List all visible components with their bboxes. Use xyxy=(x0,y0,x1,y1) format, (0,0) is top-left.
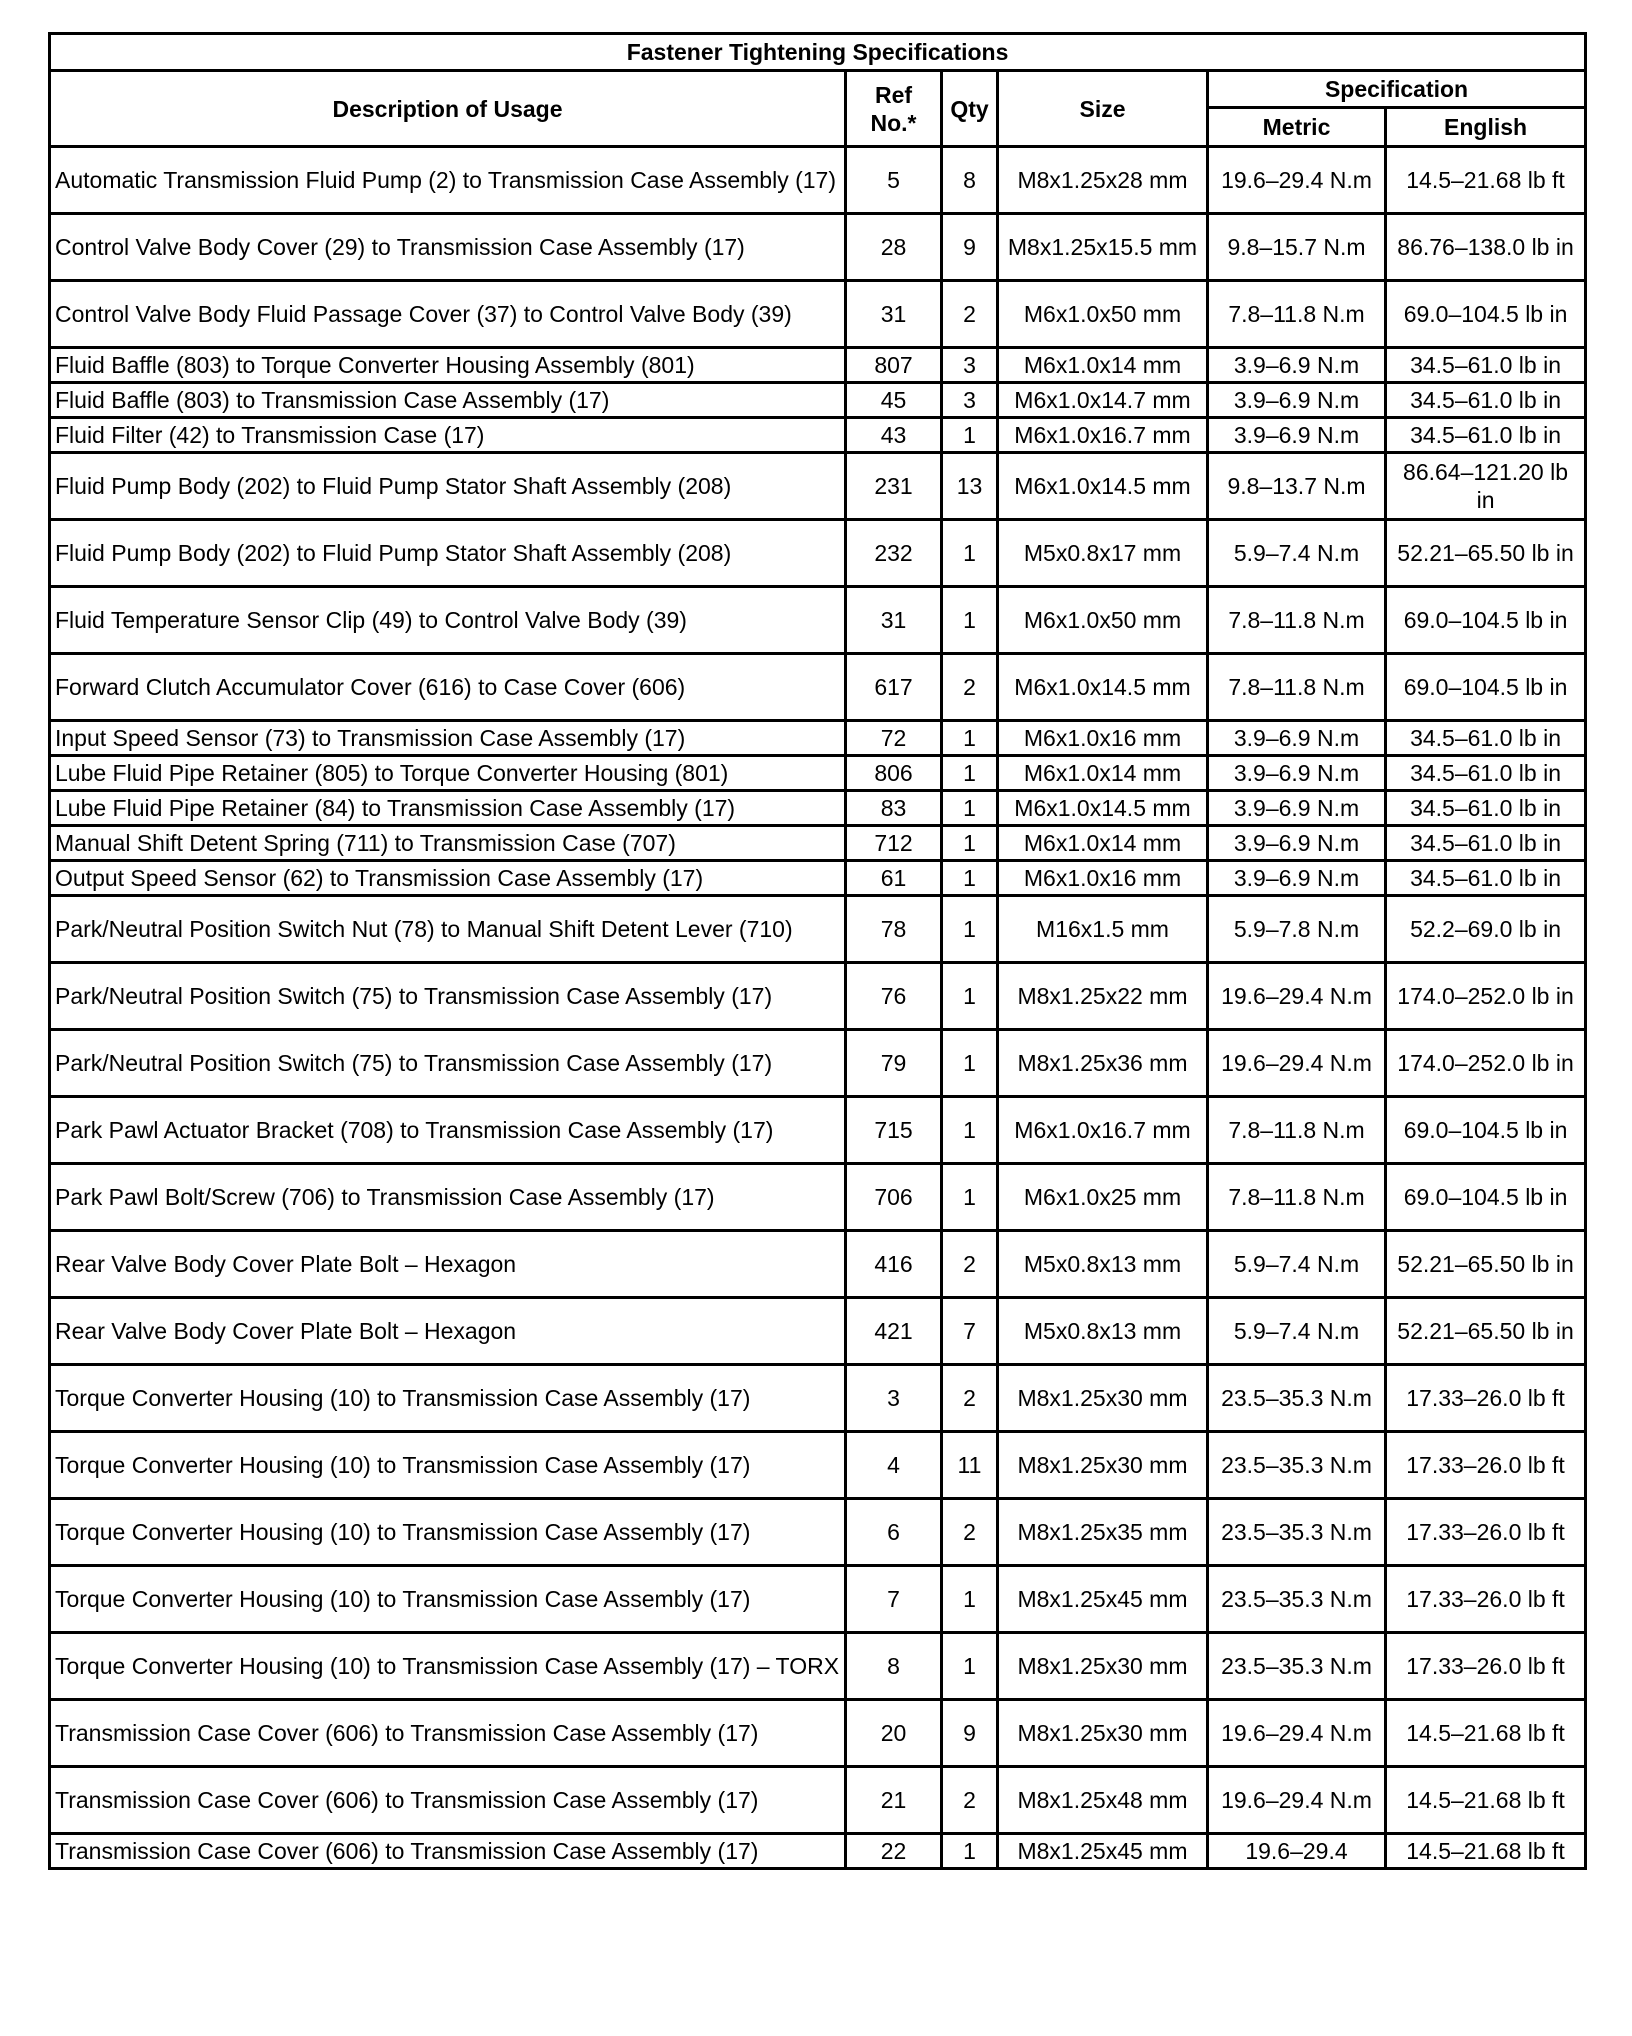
cell-metric: 19.6–29.4 xyxy=(1208,1834,1386,1869)
cell-size: M8x1.25x22 mm xyxy=(998,963,1208,1030)
cell-english: 34.5–61.0 lb in xyxy=(1386,418,1586,453)
cell-description: Transmission Case Cover (606) to Transmission Case Assembly (17) xyxy=(50,1834,846,1869)
cell-qty: 1 xyxy=(942,721,998,756)
cell-metric: 3.9–6.9 N.m xyxy=(1208,383,1386,418)
cell-english: 34.5–61.0 lb in xyxy=(1386,756,1586,791)
table-row xyxy=(50,1566,1586,1633)
cell-qty: 13 xyxy=(942,453,998,520)
cell-description: Lube Fluid Pipe Retainer (84) to Transmission Case Assembly (17) xyxy=(50,791,846,826)
cell-description: Park/Neutral Position Switch Nut (78) to Manual Shift Detent Lever (710) xyxy=(50,896,846,963)
cell-qty: 3 xyxy=(942,383,998,418)
table-row xyxy=(50,214,1586,281)
cell-qty: 8 xyxy=(942,147,998,214)
header-size: Size xyxy=(998,71,1208,147)
cell-metric: 3.9–6.9 N.m xyxy=(1208,826,1386,861)
fastener-spec-table xyxy=(48,32,1587,1870)
cell-size: M16x1.5 mm xyxy=(998,896,1208,963)
cell-english: 34.5–61.0 lb in xyxy=(1386,721,1586,756)
cell-english: 17.33–26.0 lb ft xyxy=(1386,1566,1586,1633)
cell-description: Input Speed Sensor (73) to Transmission Case Assembly (17) xyxy=(50,721,846,756)
cell-size: M6x1.0x16.7 mm xyxy=(998,418,1208,453)
cell-description: Control Valve Body Cover (29) to Transmission Case Assembly (17) xyxy=(50,214,846,281)
cell-size: M6x1.0x14.5 mm xyxy=(998,654,1208,721)
cell-english: 52.21–65.50 lb in xyxy=(1386,520,1586,587)
header-ref-no-line1: Ref xyxy=(874,81,913,108)
cell-ref-no: 806 xyxy=(846,756,942,791)
cell-metric: 9.8–15.7 N.m xyxy=(1208,214,1386,281)
cell-description: Torque Converter Housing (10) to Transmission Case Assembly (17) xyxy=(50,1365,846,1432)
cell-qty: 2 xyxy=(942,1365,998,1432)
table-row xyxy=(50,587,1586,654)
cell-qty: 2 xyxy=(942,1499,998,1566)
cell-english: 34.5–61.0 lb in xyxy=(1386,791,1586,826)
cell-description: Torque Converter Housing (10) to Transmission Case Assembly (17) xyxy=(50,1566,846,1633)
cell-size: M5x0.8x13 mm xyxy=(998,1231,1208,1298)
cell-metric: 9.8–13.7 N.m xyxy=(1208,453,1386,520)
cell-english: 34.5–61.0 lb in xyxy=(1386,861,1586,896)
table-row xyxy=(50,1164,1586,1231)
table-row xyxy=(50,520,1586,587)
cell-size: M8x1.25x30 mm xyxy=(998,1365,1208,1432)
table-row xyxy=(50,453,1586,520)
cell-size: M6x1.0x25 mm xyxy=(998,1164,1208,1231)
cell-ref-no: 8 xyxy=(846,1633,942,1700)
cell-size: M6x1.0x16 mm xyxy=(998,721,1208,756)
cell-ref-no: 4 xyxy=(846,1432,942,1499)
cell-english: 52.2–69.0 lb in xyxy=(1386,896,1586,963)
cell-ref-no: 79 xyxy=(846,1030,942,1097)
cell-qty: 1 xyxy=(942,1566,998,1633)
cell-size: M8x1.25x45 mm xyxy=(998,1834,1208,1869)
header-description: Description of Usage xyxy=(50,71,846,147)
cell-qty: 1 xyxy=(942,1164,998,1231)
table-row xyxy=(50,654,1586,721)
cell-qty: 1 xyxy=(942,587,998,654)
cell-qty: 1 xyxy=(942,1097,998,1164)
cell-description: Transmission Case Cover (606) to Transmission Case Assembly (17) xyxy=(50,1700,846,1767)
cell-metric: 19.6–29.4 N.m xyxy=(1208,1700,1386,1767)
cell-qty: 7 xyxy=(942,1298,998,1365)
cell-qty: 1 xyxy=(942,520,998,587)
cell-ref-no: 807 xyxy=(846,348,942,383)
cell-metric: 19.6–29.4 N.m xyxy=(1208,963,1386,1030)
table-row xyxy=(50,826,1586,861)
cell-qty: 9 xyxy=(942,1700,998,1767)
cell-ref-no: 72 xyxy=(846,721,942,756)
cell-ref-no: 3 xyxy=(846,1365,942,1432)
cell-metric: 7.8–11.8 N.m xyxy=(1208,587,1386,654)
cell-english: 52.21–65.50 lb in xyxy=(1386,1231,1586,1298)
cell-metric: 7.8–11.8 N.m xyxy=(1208,1164,1386,1231)
cell-size: M8x1.25x15.5 mm xyxy=(998,214,1208,281)
cell-ref-no: 45 xyxy=(846,383,942,418)
table-row xyxy=(50,791,1586,826)
cell-qty: 1 xyxy=(942,896,998,963)
cell-description: Fluid Temperature Sensor Clip (49) to Control Valve Body (39) xyxy=(50,587,846,654)
cell-english: 34.5–61.0 lb in xyxy=(1386,383,1586,418)
cell-qty: 11 xyxy=(942,1432,998,1499)
cell-description: Transmission Case Cover (606) to Transmission Case Assembly (17) xyxy=(50,1767,846,1834)
table-row xyxy=(50,348,1586,383)
cell-description: Fluid Baffle (803) to Transmission Case Assembly (17) xyxy=(50,383,846,418)
table-row xyxy=(50,1432,1586,1499)
cell-metric: 3.9–6.9 N.m xyxy=(1208,418,1386,453)
cell-metric: 19.6–29.4 N.m xyxy=(1208,147,1386,214)
cell-description: Park/Neutral Position Switch (75) to Transmission Case Assembly (17) xyxy=(50,1030,846,1097)
table-row xyxy=(50,1030,1586,1097)
cell-metric: 7.8–11.8 N.m xyxy=(1208,1097,1386,1164)
cell-metric: 3.9–6.9 N.m xyxy=(1208,756,1386,791)
cell-metric: 23.5–35.3 N.m xyxy=(1208,1633,1386,1700)
table-title: Fastener Tightening Specifications xyxy=(50,34,1586,71)
table-row xyxy=(50,1499,1586,1566)
table-row xyxy=(50,1834,1586,1869)
cell-english: 17.33–26.0 lb ft xyxy=(1386,1365,1586,1432)
cell-description: Park Pawl Actuator Bracket (708) to Transmission Case Assembly (17) xyxy=(50,1097,846,1164)
cell-size: M6x1.0x14.5 mm xyxy=(998,453,1208,520)
cell-qty: 1 xyxy=(942,756,998,791)
cell-description: Lube Fluid Pipe Retainer (805) to Torque Converter Housing (801) xyxy=(50,756,846,791)
table-row xyxy=(50,756,1586,791)
cell-english: 174.0–252.0 lb in xyxy=(1386,963,1586,1030)
cell-size: M8x1.25x30 mm xyxy=(998,1432,1208,1499)
cell-ref-no: 78 xyxy=(846,896,942,963)
cell-english: 17.33–26.0 lb ft xyxy=(1386,1633,1586,1700)
cell-ref-no: 21 xyxy=(846,1767,942,1834)
cell-description: Torque Converter Housing (10) to Transmission Case Assembly (17) xyxy=(50,1432,846,1499)
cell-description: Fluid Pump Body (202) to Fluid Pump Stator Shaft Assembly (208) xyxy=(50,453,846,520)
cell-size: M6x1.0x16.7 mm xyxy=(998,1097,1208,1164)
cell-metric: 3.9–6.9 N.m xyxy=(1208,861,1386,896)
cell-qty: 2 xyxy=(942,1231,998,1298)
cell-description: Park Pawl Bolt/Screw (706) to Transmission Case Assembly (17) xyxy=(50,1164,846,1231)
cell-size: M8x1.25x28 mm xyxy=(998,147,1208,214)
cell-english: 14.5–21.68 lb ft xyxy=(1386,1700,1586,1767)
cell-metric: 3.9–6.9 N.m xyxy=(1208,348,1386,383)
table-row xyxy=(50,147,1586,214)
table-row xyxy=(50,861,1586,896)
cell-metric: 23.5–35.3 N.m xyxy=(1208,1566,1386,1633)
cell-ref-no: 231 xyxy=(846,453,942,520)
cell-size: M6x1.0x16 mm xyxy=(998,861,1208,896)
cell-english: 52.21–65.50 lb in xyxy=(1386,1298,1586,1365)
cell-description: Torque Converter Housing (10) to Transmission Case Assembly (17) xyxy=(50,1499,846,1566)
cell-size: M5x0.8x17 mm xyxy=(998,520,1208,587)
cell-metric: 5.9–7.4 N.m xyxy=(1208,1231,1386,1298)
cell-qty: 1 xyxy=(942,826,998,861)
cell-ref-no: 706 xyxy=(846,1164,942,1231)
cell-qty: 1 xyxy=(942,861,998,896)
table-row xyxy=(50,1633,1586,1700)
cell-metric: 5.9–7.4 N.m xyxy=(1208,1298,1386,1365)
table-row xyxy=(50,896,1586,963)
cell-english: 17.33–26.0 lb ft xyxy=(1386,1432,1586,1499)
cell-description: Park/Neutral Position Switch (75) to Transmission Case Assembly (17) xyxy=(50,963,846,1030)
cell-description: Fluid Filter (42) to Transmission Case (17) xyxy=(50,418,846,453)
header-specification: Specification xyxy=(1208,71,1586,108)
cell-ref-no: 83 xyxy=(846,791,942,826)
cell-english: 86.76–138.0 lb in xyxy=(1386,214,1586,281)
cell-description: Control Valve Body Fluid Passage Cover (37) to Control Valve Body (39) xyxy=(50,281,846,348)
cell-metric: 19.6–29.4 N.m xyxy=(1208,1767,1386,1834)
cell-english: 86.64–121.20 lb in xyxy=(1386,453,1586,520)
cell-qty: 1 xyxy=(942,418,998,453)
cell-qty: 1 xyxy=(942,1030,998,1097)
table-row xyxy=(50,1365,1586,1432)
cell-size: M6x1.0x14.7 mm xyxy=(998,383,1208,418)
header-ref-no-line2: No.* xyxy=(870,109,917,136)
header-english: English xyxy=(1386,108,1586,147)
cell-english: 69.0–104.5 lb in xyxy=(1386,654,1586,721)
cell-qty: 2 xyxy=(942,281,998,348)
cell-description: Torque Converter Housing (10) to Transmission Case Assembly (17) – TORX xyxy=(50,1633,846,1700)
cell-ref-no: 7 xyxy=(846,1566,942,1633)
cell-qty: 2 xyxy=(942,654,998,721)
cell-metric: 5.9–7.4 N.m xyxy=(1208,520,1386,587)
cell-ref-no: 617 xyxy=(846,654,942,721)
cell-english: 34.5–61.0 lb in xyxy=(1386,348,1586,383)
cell-qty: 2 xyxy=(942,1767,998,1834)
cell-description: Fluid Baffle (803) to Torque Converter Housing Assembly (801) xyxy=(50,348,846,383)
cell-english: 14.5–21.68 lb ft xyxy=(1386,147,1586,214)
cell-description: Automatic Transmission Fluid Pump (2) to Transmission Case Assembly (17) xyxy=(50,147,846,214)
table-body xyxy=(50,147,1586,1869)
cell-size: M8x1.25x45 mm xyxy=(998,1566,1208,1633)
cell-size: M8x1.25x35 mm xyxy=(998,1499,1208,1566)
cell-english: 17.33–26.0 lb ft xyxy=(1386,1499,1586,1566)
cell-metric: 3.9–6.9 N.m xyxy=(1208,791,1386,826)
cell-qty: 1 xyxy=(942,1834,998,1869)
cell-ref-no: 61 xyxy=(846,861,942,896)
cell-description: Rear Valve Body Cover Plate Bolt – Hexagon xyxy=(50,1298,846,1365)
cell-metric: 23.5–35.3 N.m xyxy=(1208,1499,1386,1566)
cell-description: Rear Valve Body Cover Plate Bolt – Hexagon xyxy=(50,1231,846,1298)
cell-ref-no: 76 xyxy=(846,963,942,1030)
cell-size: M6x1.0x14 mm xyxy=(998,826,1208,861)
cell-ref-no: 22 xyxy=(846,1834,942,1869)
table-row xyxy=(50,1097,1586,1164)
cell-size: M6x1.0x50 mm xyxy=(998,587,1208,654)
cell-metric: 23.5–35.3 N.m xyxy=(1208,1432,1386,1499)
cell-description: Forward Clutch Accumulator Cover (616) to Case Cover (606) xyxy=(50,654,846,721)
table-row xyxy=(50,1767,1586,1834)
cell-size: M6x1.0x50 mm xyxy=(998,281,1208,348)
cell-size: M8x1.25x30 mm xyxy=(998,1633,1208,1700)
cell-metric: 7.8–11.8 N.m xyxy=(1208,281,1386,348)
cell-ref-no: 28 xyxy=(846,214,942,281)
cell-english: 69.0–104.5 lb in xyxy=(1386,1097,1586,1164)
cell-metric: 3.9–6.9 N.m xyxy=(1208,721,1386,756)
cell-english: 14.5–21.68 lb ft xyxy=(1386,1767,1586,1834)
cell-ref-no: 232 xyxy=(846,520,942,587)
table-row xyxy=(50,963,1586,1030)
cell-qty: 1 xyxy=(942,791,998,826)
header-metric: Metric xyxy=(1208,108,1386,147)
cell-ref-no: 43 xyxy=(846,418,942,453)
table-row xyxy=(50,1298,1586,1365)
table-row xyxy=(50,1231,1586,1298)
cell-ref-no: 416 xyxy=(846,1231,942,1298)
cell-size: M6x1.0x14 mm xyxy=(998,348,1208,383)
cell-description: Output Speed Sensor (62) to Transmission Case Assembly (17) xyxy=(50,861,846,896)
cell-ref-no: 5 xyxy=(846,147,942,214)
cell-ref-no: 421 xyxy=(846,1298,942,1365)
cell-size: M6x1.0x14.5 mm xyxy=(998,791,1208,826)
cell-qty: 1 xyxy=(942,1633,998,1700)
table-row xyxy=(50,418,1586,453)
cell-ref-no: 20 xyxy=(846,1700,942,1767)
cell-qty: 9 xyxy=(942,214,998,281)
cell-english: 69.0–104.5 lb in xyxy=(1386,281,1586,348)
cell-ref-no: 31 xyxy=(846,587,942,654)
table-row xyxy=(50,1700,1586,1767)
cell-metric: 19.6–29.4 N.m xyxy=(1208,1030,1386,1097)
table-row xyxy=(50,721,1586,756)
cell-ref-no: 715 xyxy=(846,1097,942,1164)
cell-ref-no: 6 xyxy=(846,1499,942,1566)
cell-metric: 7.8–11.8 N.m xyxy=(1208,654,1386,721)
header-qty: Qty xyxy=(942,71,998,147)
cell-ref-no: 712 xyxy=(846,826,942,861)
cell-size: M8x1.25x48 mm xyxy=(998,1767,1208,1834)
cell-english: 34.5–61.0 lb in xyxy=(1386,826,1586,861)
cell-qty: 1 xyxy=(942,963,998,1030)
cell-size: M6x1.0x14 mm xyxy=(998,756,1208,791)
cell-description: Fluid Pump Body (202) to Fluid Pump Stator Shaft Assembly (208) xyxy=(50,520,846,587)
table-row xyxy=(50,281,1586,348)
cell-english: 174.0–252.0 lb in xyxy=(1386,1030,1586,1097)
cell-description: Manual Shift Detent Spring (711) to Transmission Case (707) xyxy=(50,826,846,861)
cell-english: 69.0–104.5 lb in xyxy=(1386,587,1586,654)
cell-qty: 3 xyxy=(942,348,998,383)
cell-english: 69.0–104.5 lb in xyxy=(1386,1164,1586,1231)
cell-size: M5x0.8x13 mm xyxy=(998,1298,1208,1365)
cell-english: 14.5–21.68 lb ft xyxy=(1386,1834,1586,1869)
header-ref-no xyxy=(846,71,942,147)
table-row xyxy=(50,383,1586,418)
cell-size: M8x1.25x30 mm xyxy=(998,1700,1208,1767)
cell-metric: 5.9–7.8 N.m xyxy=(1208,896,1386,963)
cell-ref-no: 31 xyxy=(846,281,942,348)
cell-metric: 23.5–35.3 N.m xyxy=(1208,1365,1386,1432)
cell-size: M8x1.25x36 mm xyxy=(998,1030,1208,1097)
